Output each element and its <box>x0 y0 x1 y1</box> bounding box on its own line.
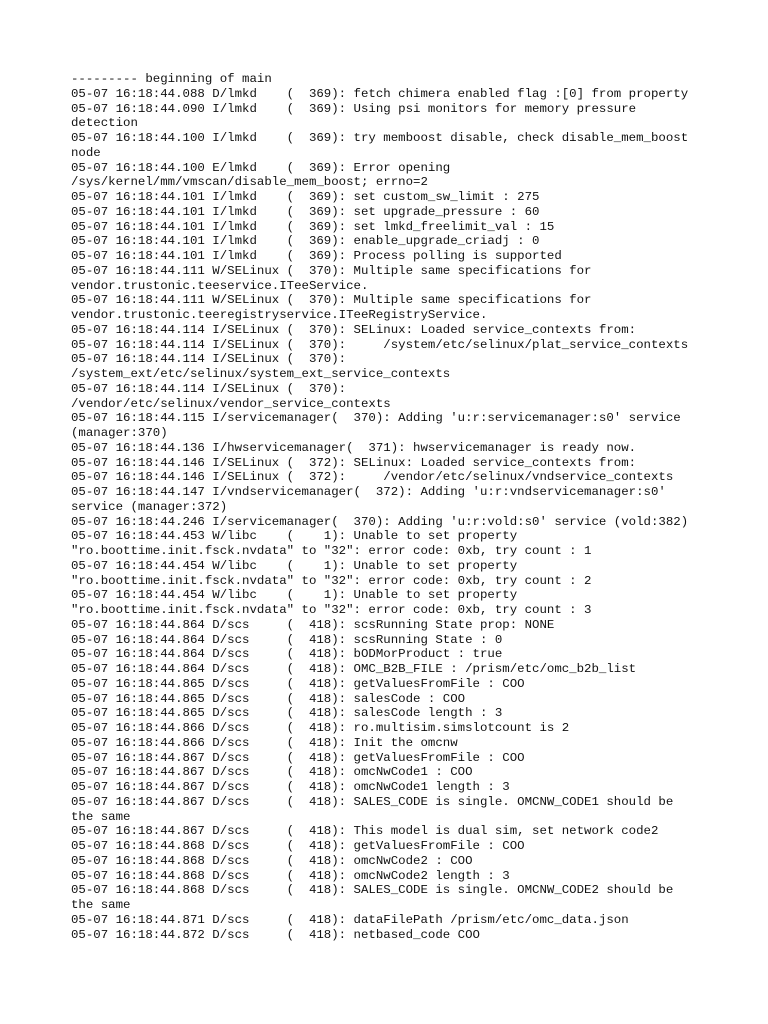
log-line: "ro.boottime.init.fsck.nvdata" to "32": error code: 0xb, try count : 1 <box>71 544 592 558</box>
log-line: 05-07 16:18:44.864 D/scs ( 418): bODMorProduct : true <box>71 647 503 662</box>
log-line: 05-07 16:18:44.867 D/scs ( 418): getValuesFromFile : COO <box>71 750 525 765</box>
log-line: 05-07 16:18:44.101 I/lmkd ( 369): set custom_sw_limit : 275 <box>71 190 540 204</box>
log-line: detection <box>71 116 138 131</box>
log-line: 05-07 16:18:44.868 D/scs ( 418): omcNwCode2 : COO <box>71 853 473 868</box>
log-line: 05-07 16:18:44.865 D/scs ( 418): getValuesFromFile : COO <box>71 676 525 691</box>
log-line: "ro.boottime.init.fsck.nvdata" to "32": error code: 0xb, try count : 3 <box>71 603 592 617</box>
log-line: (manager:370) <box>71 426 168 440</box>
log-line: vendor.trustonic.teeregistryservice.ITeeRegistryService. <box>71 308 488 322</box>
log-line: 05-07 16:18:44.866 D/scs ( 418): ro.multisim.simslotcount is 2 <box>71 721 570 735</box>
log-line: 05-07 16:18:44.146 I/SELinux ( 372): /vendor/etc/selinux/vndservice_contexts <box>71 470 674 485</box>
log-line: 05-07 16:18:44.865 D/scs ( 418): salesCode length : 3 <box>71 706 503 721</box>
log-line: /system_ext/etc/selinux/system_ext_service_contexts <box>71 367 451 381</box>
log-line: 05-07 16:18:44.101 I/lmkd ( 369): enable_upgrade_criadj : 0 <box>71 234 540 249</box>
log-line: 05-07 16:18:44.871 D/scs ( 418): dataFilePath /prism/etc/omc_data.json <box>71 912 629 927</box>
log-line: 05-07 16:18:44.865 D/scs ( 418): salesCode : COO <box>71 691 466 706</box>
log-line: 05-07 16:18:44.114 I/SELinux ( 370): <box>71 381 347 396</box>
log-line: 05-07 16:18:44.872 D/scs ( 418): netbased_code COO <box>71 927 480 942</box>
log-line: 05-07 16:18:44.146 I/SELinux ( 372): SELinux: Loaded service_contexts from: <box>71 455 637 470</box>
log-line: 05-07 16:18:44.111 W/SELinux ( 370): Multiple same specifications for <box>71 263 592 278</box>
log-line: 05-07 16:18:44.136 I/hwservicemanager( 371): hwservicemanager is ready now. <box>71 440 637 455</box>
log-line: 05-07 16:18:44.864 D/scs ( 418): scsRunning State prop: NONE <box>71 617 555 632</box>
log-line: 05-07 16:18:44.114 I/SELinux ( 370): <box>71 352 347 367</box>
log-line: 05-07 16:18:44.088 D/lmkd ( 369): fetch chimera enabled flag :[0] from property <box>71 86 689 101</box>
log-line: 05-07 16:18:44.868 D/scs ( 418): SALES_CODE is single. OMCNW_CODE2 should be <box>71 883 674 898</box>
log-line: 05-07 16:18:44.100 I/lmkd ( 369): try memboost disable, check disable_mem_boost <box>71 131 689 145</box>
log-line: the same <box>71 809 131 824</box>
log-line: 05-07 16:18:44.867 D/scs ( 418): omcNwCode1 : COO <box>71 765 473 780</box>
log-line: 05-07 16:18:44.246 I/servicemanager( 370): Adding 'u:r:vold:s0' service (vold:382) <box>71 514 689 529</box>
log-line: 05-07 16:18:44.453 W/libc ( 1): Unable to set property <box>71 529 518 544</box>
log-line: 05-07 16:18:44.867 D/scs ( 418): SALES_CODE is single. OMCNW_CODE1 should be <box>71 794 674 809</box>
log-line: 05-07 16:18:44.115 I/servicemanager( 370): Adding 'u:r:servicemanager:s0' service <box>71 411 681 426</box>
log-line: 05-07 16:18:44.864 D/scs ( 418): scsRunning State : 0 <box>71 632 503 647</box>
log-line: service (manager:372) <box>71 499 228 514</box>
log-line: 05-07 16:18:44.454 W/libc ( 1): Unable to set property <box>71 588 518 603</box>
log-line: 05-07 16:18:44.864 D/scs ( 418): OMC_B2B_FILE : /prism/etc/omc_b2b_list <box>71 662 637 676</box>
log-line: 05-07 16:18:44.867 D/scs ( 418): This model is dual sim, set network code2 <box>71 824 659 839</box>
log-line: vendor.trustonic.teeservice.ITeeService. <box>71 278 369 293</box>
log-line: 05-07 16:18:44.867 D/scs ( 418): omcNwCode1 length : 3 <box>71 780 510 794</box>
log-line: 05-07 16:18:44.100 E/lmkd ( 369): Error opening <box>71 160 451 175</box>
log-line: the same <box>71 898 131 912</box>
log-line: /sys/kernel/mm/vmscan/disable_mem_boost; errno=2 <box>71 175 428 190</box>
log-line: 05-07 16:18:44.101 I/lmkd ( 369): set lmkd_freelimit_val : 15 <box>71 219 555 234</box>
log-line: 05-07 16:18:44.090 I/lmkd ( 369): Using psi monitors for memory pressure <box>71 101 637 116</box>
log-line: 05-07 16:18:44.111 W/SELinux ( 370): Multiple same specifications for <box>71 293 592 308</box>
log-line: 05-07 16:18:44.866 D/scs ( 418): Init the omcnw <box>71 735 458 750</box>
log-line: 05-07 16:18:44.101 I/lmkd ( 369): Process polling is supported <box>71 249 562 263</box>
log-line: 05-07 16:18:44.454 W/libc ( 1): Unable to set property <box>71 558 518 573</box>
log-line: node <box>71 145 101 160</box>
log-body <box>71 72 711 942</box>
log-line: "ro.boottime.init.fsck.nvdata" to "32": error code: 0xb, try count : 2 <box>71 573 592 588</box>
log-line: /vendor/etc/selinux/vendor_service_contexts <box>71 396 391 411</box>
log-line: 05-07 16:18:44.114 I/SELinux ( 370): /system/etc/selinux/plat_service_contexts <box>71 337 689 352</box>
log-line: --------- beginning of main <box>71 72 272 86</box>
log-line: 05-07 16:18:44.114 I/SELinux ( 370): SELinux: Loaded service_contexts from: <box>71 322 637 337</box>
log-line: 05-07 16:18:44.147 I/vndservicemanager( 372): Adding 'u:r:vndservicemanager:s0' <box>71 485 666 499</box>
log-document <box>71 72 711 942</box>
log-line: 05-07 16:18:44.868 D/scs ( 418): getValuesFromFile : COO <box>71 839 525 853</box>
log-line: 05-07 16:18:44.101 I/lmkd ( 369): set upgrade_pressure : 60 <box>71 204 540 219</box>
log-line: 05-07 16:18:44.868 D/scs ( 418): omcNwCode2 length : 3 <box>71 868 510 883</box>
